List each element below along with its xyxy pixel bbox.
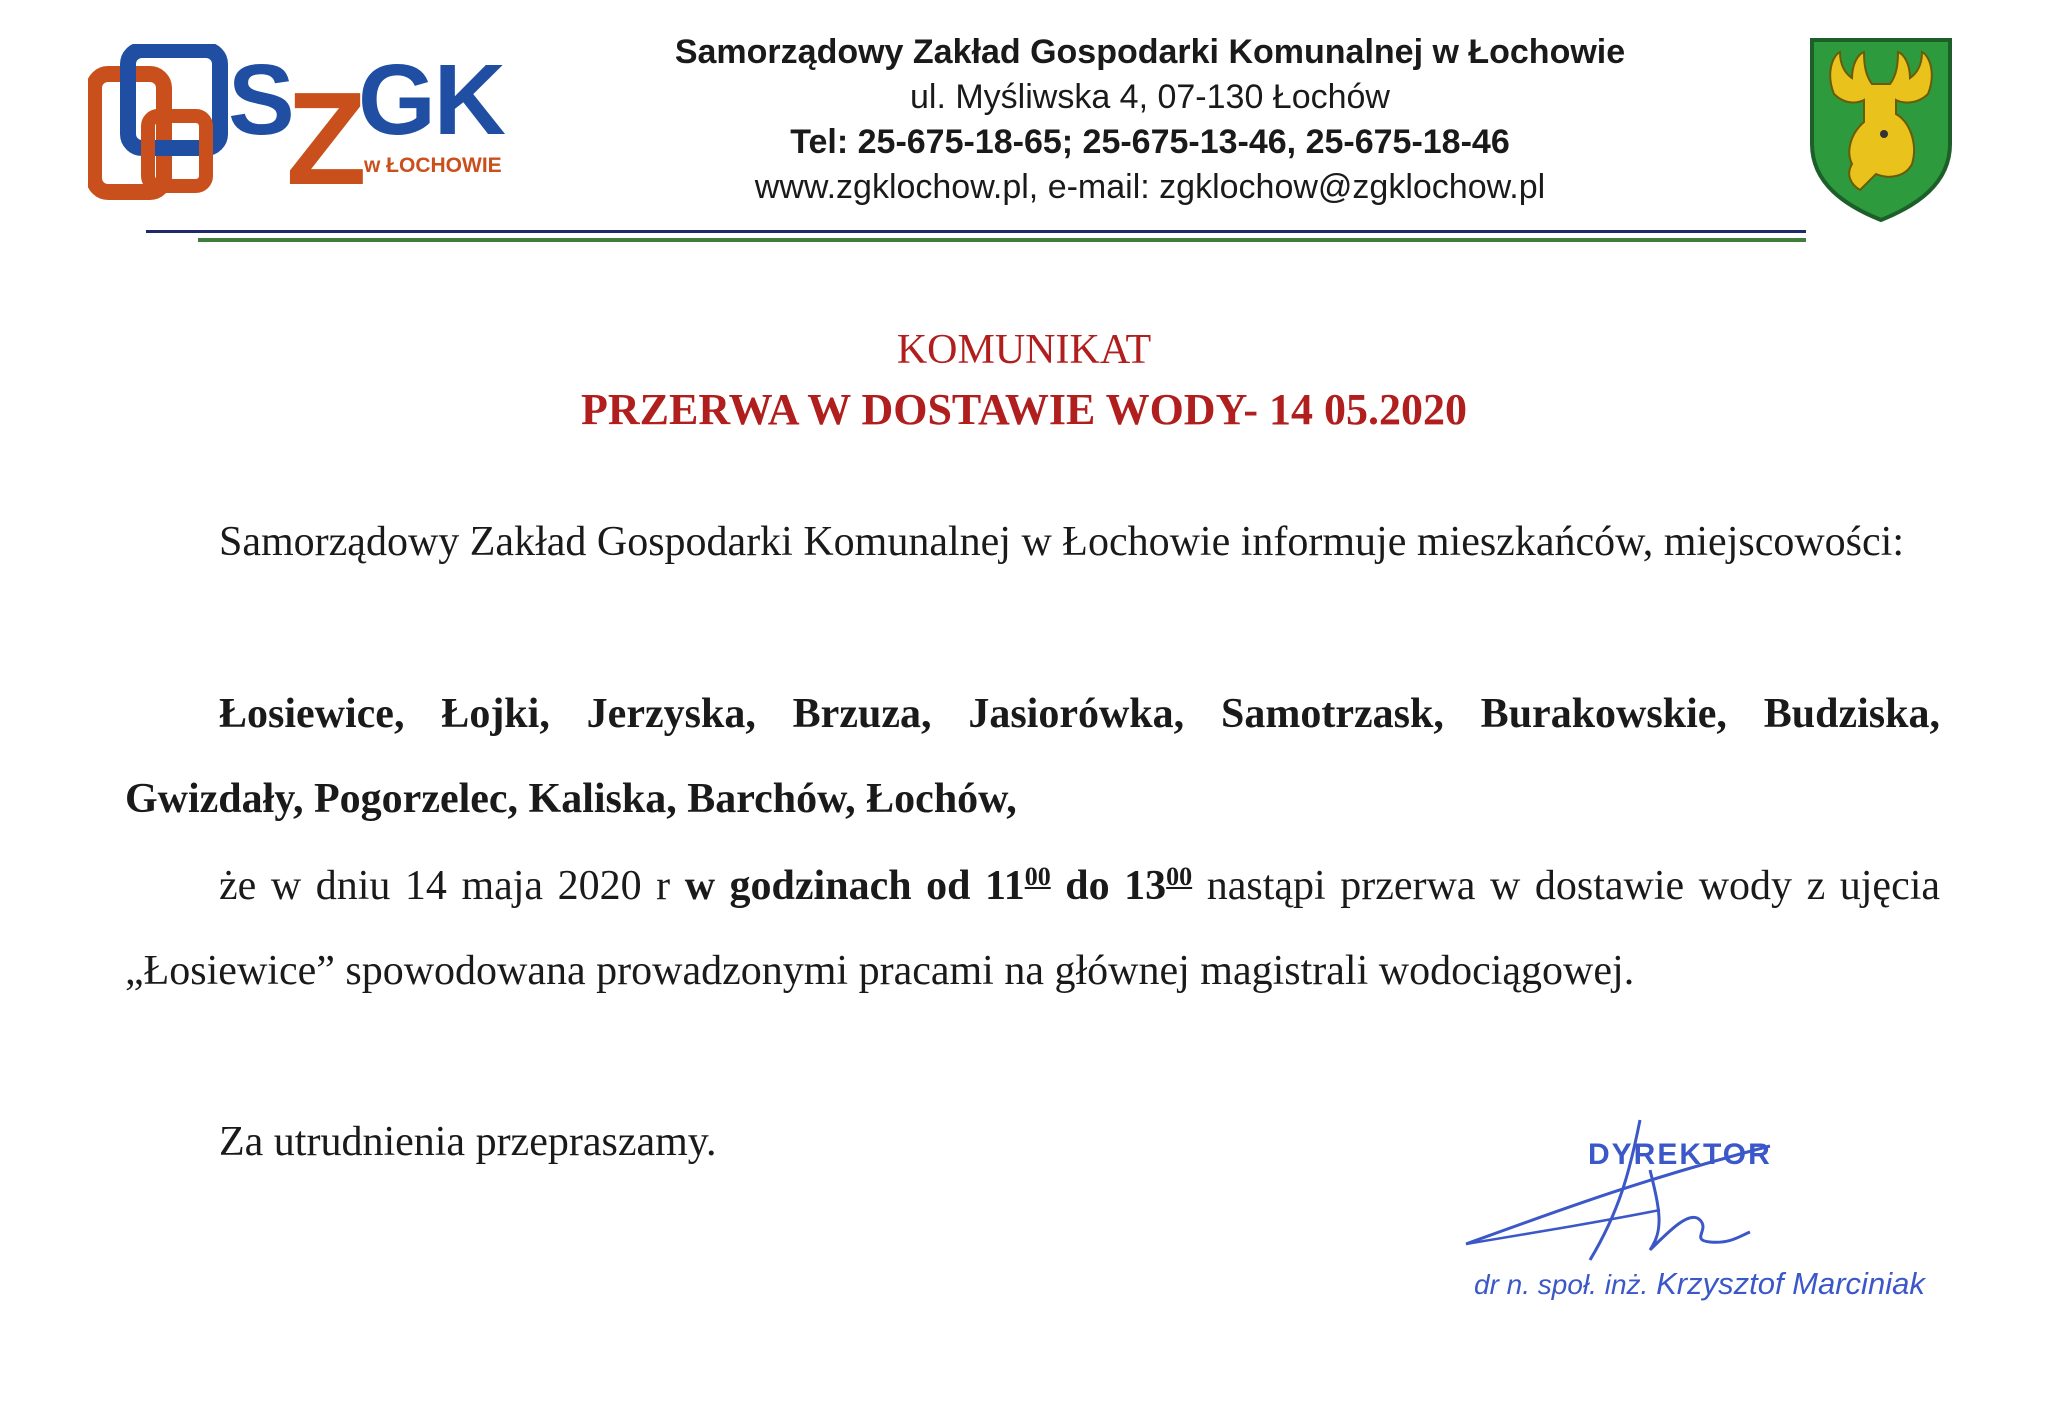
org-name: Samorządowy Zakład Gospodarki Komunalnej w Łochowie: [674, 33, 1626, 71]
svg-text:GK: GK: [358, 44, 504, 156]
hours-from: w godzinach od 11: [684, 863, 1025, 909]
signatory-name: [1474, 1266, 1925, 1302]
details-rest: nastąpi przerwa w dostawie wody z ujęcia „Łosiewice” spowodowana prowadzonymi pracami na głównej magistrali wodociągowej.: [125, 863, 1941, 994]
signatory-fullname: Krzysztof Marciniak: [1656, 1266, 1925, 1301]
notice-label: KOMUNIKAT: [896, 327, 1152, 373]
moose-crest-icon: [1806, 34, 1956, 224]
letterhead: [560, 30, 1740, 210]
svg-text:w ŁOCHOWIE: w ŁOCHOWIE: [364, 154, 502, 177]
hours-to: do 13: [1050, 863, 1167, 909]
address: ul. Myśliwska 4, 07-130 Łochów: [909, 78, 1390, 116]
svg-text:S: S: [228, 44, 293, 156]
notice-title: PRZERWA W DOSTAWIE WODY- 14 05.2020: [581, 385, 1467, 434]
paragraph-intro: Samorządowy Zakład Gospodarki Komunalnej w Łochowie informuje mieszkańców, miejscowości:: [219, 519, 1905, 565]
hours-from-minutes: 00: [1024, 862, 1051, 891]
phone-numbers: Tel: 25-675-18-65; 25-675-13-46, 25-675-18-46: [790, 123, 1510, 161]
web-email: www.zgklochow.pl, e-mail: zgklochow@zgklochow.pl: [754, 168, 1546, 206]
svg-text:Z: Z: [286, 65, 367, 204]
header-rule-green: [198, 238, 1806, 242]
paragraph-apology: Za utrudnienia przepraszamy.: [219, 1119, 717, 1165]
signatory-prefix: dr n. społ. inż.: [1474, 1269, 1649, 1300]
header-rule-navy: [146, 230, 1806, 233]
szgk-logo: [88, 44, 508, 204]
signature-stamp-title: DYREKTOR: [1588, 1138, 1772, 1171]
hours-to-minutes: 00: [1166, 862, 1193, 891]
details-lead: że w dniu 14 maja 2020 r: [219, 863, 685, 909]
paragraph-details: [125, 844, 1940, 1014]
paragraph-localities: Łosiewice, Łojki, Jerzyska, Brzuza, Jasiorówka, Samotrzask, Burakowskie, Budziska, Gwizdały, Pogorzelec, Kaliska, Barchów, Łochów,: [125, 691, 1940, 822]
